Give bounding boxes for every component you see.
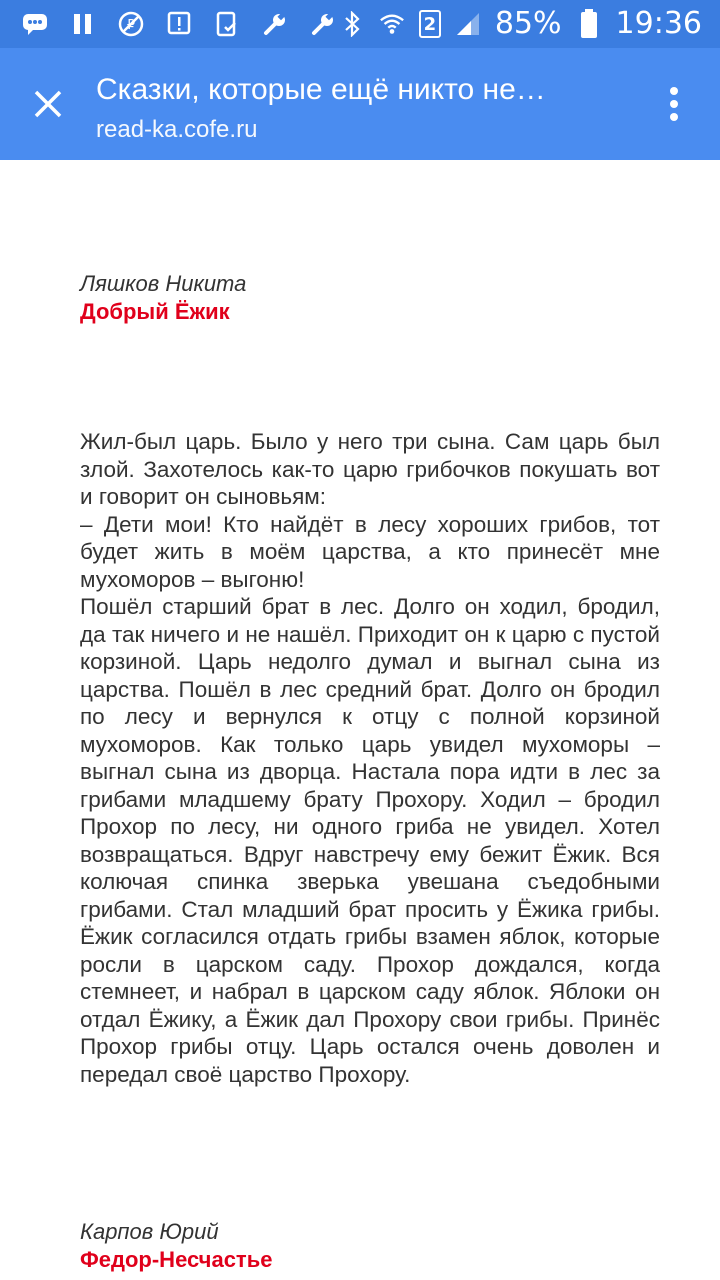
tablet-icon [214, 11, 240, 37]
overflow-menu-button[interactable] [650, 80, 698, 128]
page-title: Сказки, которые ещё никто не… [96, 73, 546, 106]
story-text [80, 428, 660, 1088]
story-paragraph: Жил-был царь. Было у него три сына. Сам царь был злой. Захотелось как-то царю грибочков покушать вот и говорит он сыновьям: [80, 429, 660, 509]
story-paragraph: – Дети мои! Кто найдёт в лесу хороших грибов, тот будет жить в моём царства, а кто принесёт мне мухоморов – выгоню! [80, 511, 660, 592]
chat-icon [22, 11, 48, 37]
status-bar [0, 0, 720, 48]
alert-icon [166, 11, 192, 37]
svg-text:₽: ₽ [126, 18, 136, 33]
signal-icon [455, 11, 481, 37]
close-icon [33, 89, 63, 119]
battery-percent: 85% [494, 6, 562, 41]
page-domain: read-ka.cofe.ru [96, 116, 258, 143]
story-title[interactable]: Федор-Несчастье [80, 1247, 273, 1272]
bluetooth-icon [339, 11, 365, 37]
blocked-icon [118, 11, 144, 37]
system-icons [339, 0, 702, 48]
wrench-icon [262, 11, 288, 37]
clock: 19:36 [615, 6, 702, 41]
story-header [80, 1218, 660, 1274]
sim-icon: 2 [419, 10, 441, 38]
story-paragraph: Пошёл старший брат в лес. Долго он ходил, бродил, да так ничего и не нашёл. Приходит он к царю с пустой корзиной. Царь недолго думал и выгнал сына из царства. Пошёл в лес средний брат. Долго он бродил по лесу и вернулся к отцу с полной корзиной мухоморов. Как только царь увидел мухоморы – выгнал сына из дворца. Настала пора идти в лес за грибами младшему брату Прохору. Ходил – бродил Прохор по лесу, ни одного гриба не увидел. Хотел возвращаться. Вдруг навстречу ему бежит Ёжик. Вся колючая спинка зверька увешана съедобными грибами. Стал младший брат просить у Ёжика грибы. Ёжик согласился отдать грибы взамен яблок, которые росли в царском саду. Прохор дождался, когда стемнеет, и набрал в царском саду яблок. Яблоки он отдал Ёжику, а Ёжик дал Прохору свои грибы. Принёс Прохор грибы отцу. Царь остался очень доволен и передал своё царство Прохору. [80, 594, 660, 1087]
close-button[interactable] [24, 80, 72, 128]
wrench-icon [310, 11, 336, 37]
page-title-area[interactable] [96, 70, 656, 146]
battery-icon [576, 11, 602, 37]
story-header [80, 270, 660, 326]
more-vert-icon [668, 86, 680, 122]
notification-icons [22, 0, 336, 48]
story-author: Ляшков Никита [80, 271, 247, 296]
custom-tab-toolbar [0, 48, 720, 160]
story-author: Карпов Юрий [80, 1219, 219, 1244]
wifi-icon [379, 11, 405, 37]
story-title[interactable]: Добрый Ёжик [80, 299, 230, 324]
pause-icon [70, 11, 96, 37]
